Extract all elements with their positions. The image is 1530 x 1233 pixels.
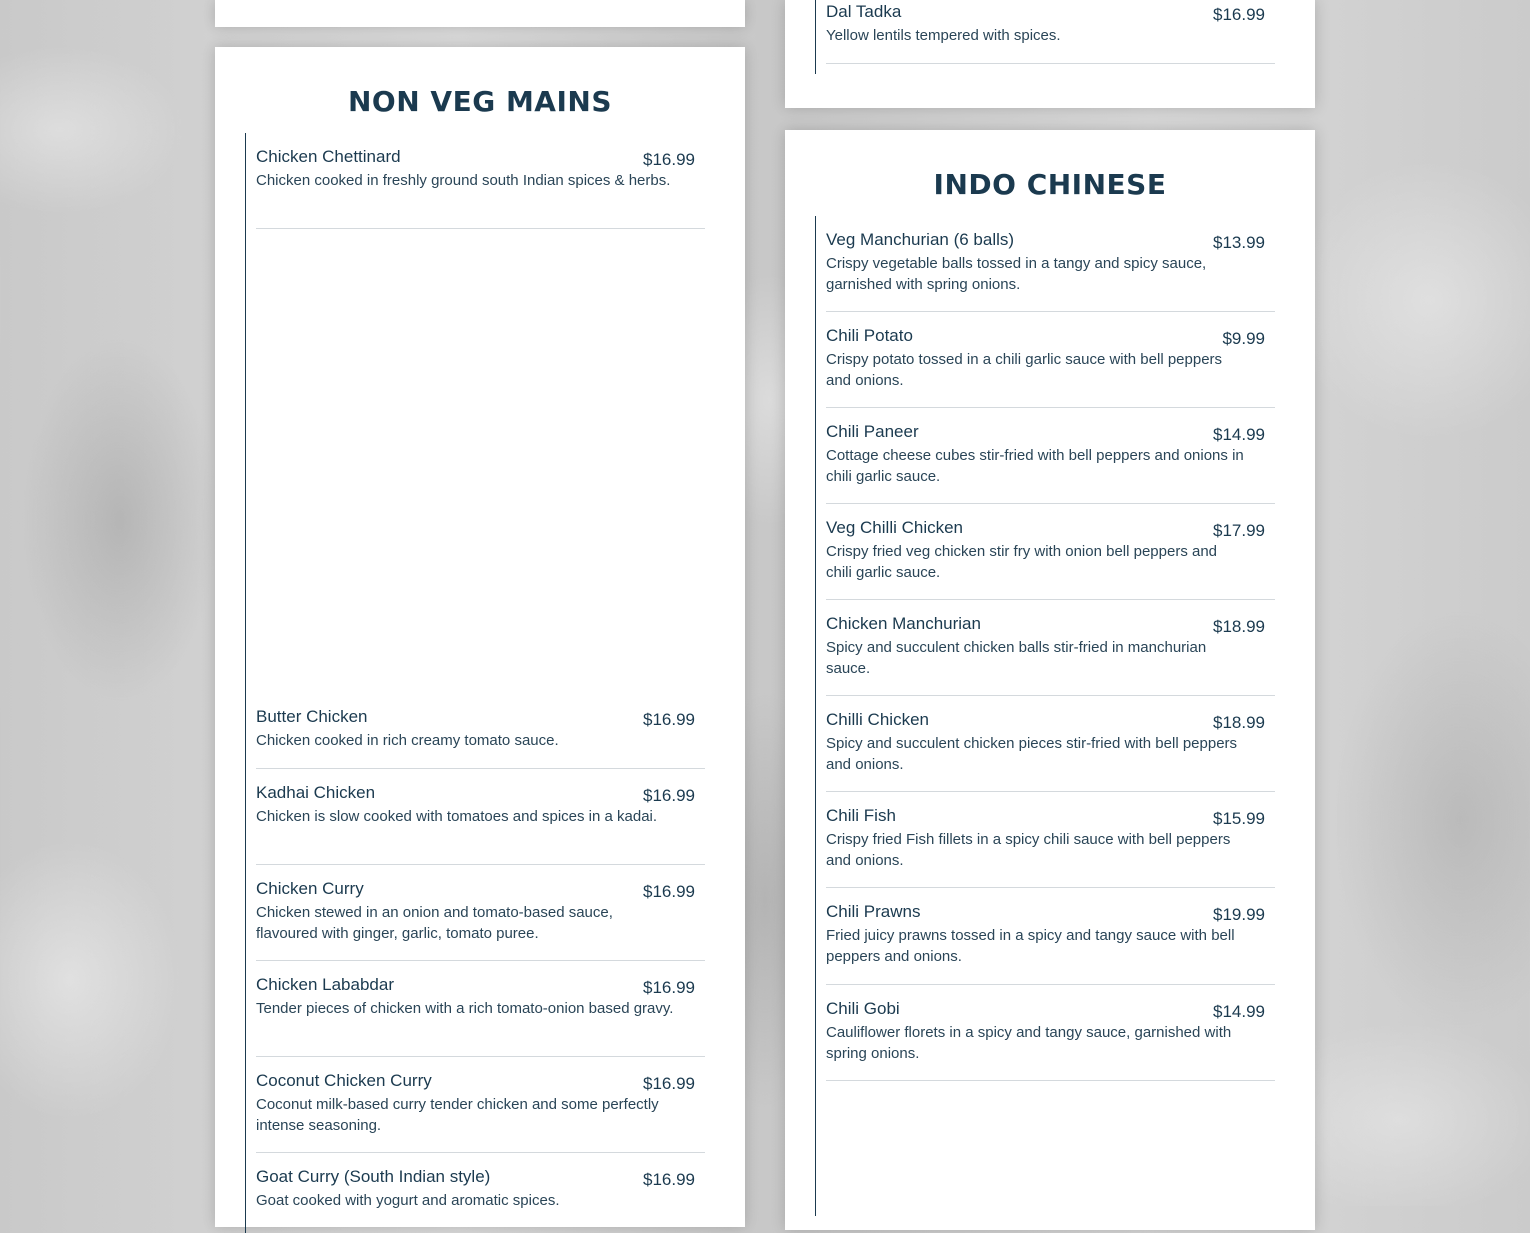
- menu-item-description: Crispy fried veg chicken stir fry with onion bell peppers and chili garlic sauce.: [826, 543, 1218, 581]
- menu-item-price: $16.99: [1213, 5, 1265, 24]
- menu-item-price: $18.99: [1213, 713, 1265, 732]
- menu-item-name: Chili Fish: [826, 806, 896, 825]
- item-divider: [256, 1152, 705, 1153]
- section-title: INDO CHINESE: [933, 168, 1167, 201]
- menu-item-name: Chilli Chicken: [826, 710, 929, 729]
- item-divider: [256, 864, 705, 865]
- non-veg-mains-panel: [215, 47, 745, 1227]
- menu-item-name: Veg Chilli Chicken: [826, 518, 964, 537]
- menu-item-name: Chicken Lababdar: [256, 975, 394, 994]
- indo-chinese-panel: [785, 130, 1315, 1230]
- menu-item-price: $14.99: [1213, 425, 1265, 444]
- menu-item-name: Chili Paneer: [826, 422, 919, 441]
- menu-item-price: $14.99: [1213, 1002, 1265, 1021]
- menu-item-price: $17.99: [1213, 521, 1265, 540]
- menu-item-name: Kadhai Chicken: [256, 783, 376, 802]
- item-divider: [826, 599, 1275, 600]
- item-divider: [826, 1080, 1275, 1081]
- menu-item-description: Yellow lentils tempered with spices.: [826, 27, 1061, 44]
- menu-item-price: $19.99: [1213, 905, 1265, 924]
- menu-item-description: Goat cooked with yogurt and aromatic spices.: [256, 1192, 560, 1209]
- menu-item-price: $16.99: [643, 150, 695, 169]
- menu-item-name: Chili Potato: [826, 326, 913, 345]
- menu-item-name: Goat Curry (South Indian style): [256, 1167, 491, 1186]
- item-divider: [826, 311, 1275, 312]
- menu-item-price: $18.99: [1213, 617, 1265, 636]
- item-divider: [826, 984, 1275, 985]
- section-title: NON VEG MAINS: [348, 85, 612, 118]
- previous-menu-panel-left: [215, 0, 745, 27]
- menu-item-name: Chicken Chettinard: [256, 147, 401, 166]
- menu-item-description: Spicy and succulent chicken pieces stir-fried with bell peppers and onions.: [826, 735, 1238, 773]
- menu-item-description: Chicken cooked in freshly ground south Indian spices & herbs.: [256, 172, 671, 189]
- menu-item-description: Cottage cheese cubes stir-fried with bell peppers and onions in chili garlic sauce.: [826, 447, 1244, 485]
- item-divider: [826, 63, 1275, 64]
- item-divider: [256, 1056, 705, 1057]
- item-divider: [826, 791, 1275, 792]
- menu-item-price: $16.99: [643, 1170, 695, 1189]
- menu-item-name: Dal Tadka: [826, 2, 902, 21]
- menu-item: [826, 2, 1275, 62]
- menu-item-price: $13.99: [1213, 233, 1265, 252]
- menu-item-price: $16.99: [643, 786, 695, 805]
- menu-item-description: Crispy vegetable balls tossed in a tangy and spicy sauce, garnished with spring onions.: [826, 255, 1207, 293]
- menu-item-price: $16.99: [643, 882, 695, 901]
- menu-item-price: $16.99: [643, 710, 695, 729]
- menu-item-name: Chili Gobi: [826, 999, 900, 1018]
- menu-item-description: Chicken stewed in an onion and tomato-based sauce, flavoured with ginger, garlic, tomato puree.: [256, 904, 613, 942]
- section-rule: [815, 216, 816, 1216]
- menu-item-price: $16.99: [643, 978, 695, 997]
- menu-item-name: Chili Prawns: [826, 902, 921, 921]
- item-divider: [256, 228, 705, 229]
- previous-menu-panel-right: [785, 0, 1315, 108]
- menu-item-description: Chicken is slow cooked with tomatoes and spices in a kadai.: [256, 808, 658, 825]
- item-divider: [826, 887, 1275, 888]
- item-divider: [256, 960, 705, 961]
- menu-item-description: Crispy fried Fish fillets in a spicy chili sauce with bell peppers and onions.: [826, 831, 1231, 869]
- menu-item-description: Chicken cooked in rich creamy tomato sauce.: [256, 732, 559, 749]
- menu-item-name: Coconut Chicken Curry: [256, 1071, 432, 1090]
- menu-item-name: Chicken Manchurian: [826, 614, 981, 633]
- menu-item-price: $16.99: [643, 1074, 695, 1093]
- menu-item-name: Veg Manchurian (6 balls): [826, 230, 1015, 249]
- section-rule: [245, 133, 246, 1233]
- menu-item-description: Fried juicy prawns tossed in a spicy and tangy sauce with bell peppers and onions.: [826, 927, 1235, 965]
- item-divider: [826, 407, 1275, 408]
- menu-item-name: Butter Chicken: [256, 707, 368, 726]
- menu-item-price: $9.99: [1222, 329, 1265, 348]
- item-divider: [256, 768, 705, 769]
- item-divider: [826, 695, 1275, 696]
- item-divider: [826, 503, 1275, 504]
- menu-item-description: Crispy potato tossed in a chili garlic sauce with bell peppers and onions.: [826, 351, 1223, 389]
- menu-item-price: $15.99: [1213, 809, 1265, 828]
- menu-item-description: Cauliflower florets in a spicy and tangy sauce, garnished with spring onions.: [826, 1024, 1232, 1062]
- menu-item-description: Spicy and succulent chicken balls stir-fried in manchurian sauce.: [826, 639, 1207, 677]
- section-rule: [815, 0, 816, 74]
- menu-item-name: Chicken Curry: [256, 879, 364, 898]
- menu-item-description: Tender pieces of chicken with a rich tomato-onion based gravy.: [256, 1000, 674, 1017]
- menu-item-description: Coconut milk-based curry tender chicken and some perfectly intense seasoning.: [256, 1096, 659, 1134]
